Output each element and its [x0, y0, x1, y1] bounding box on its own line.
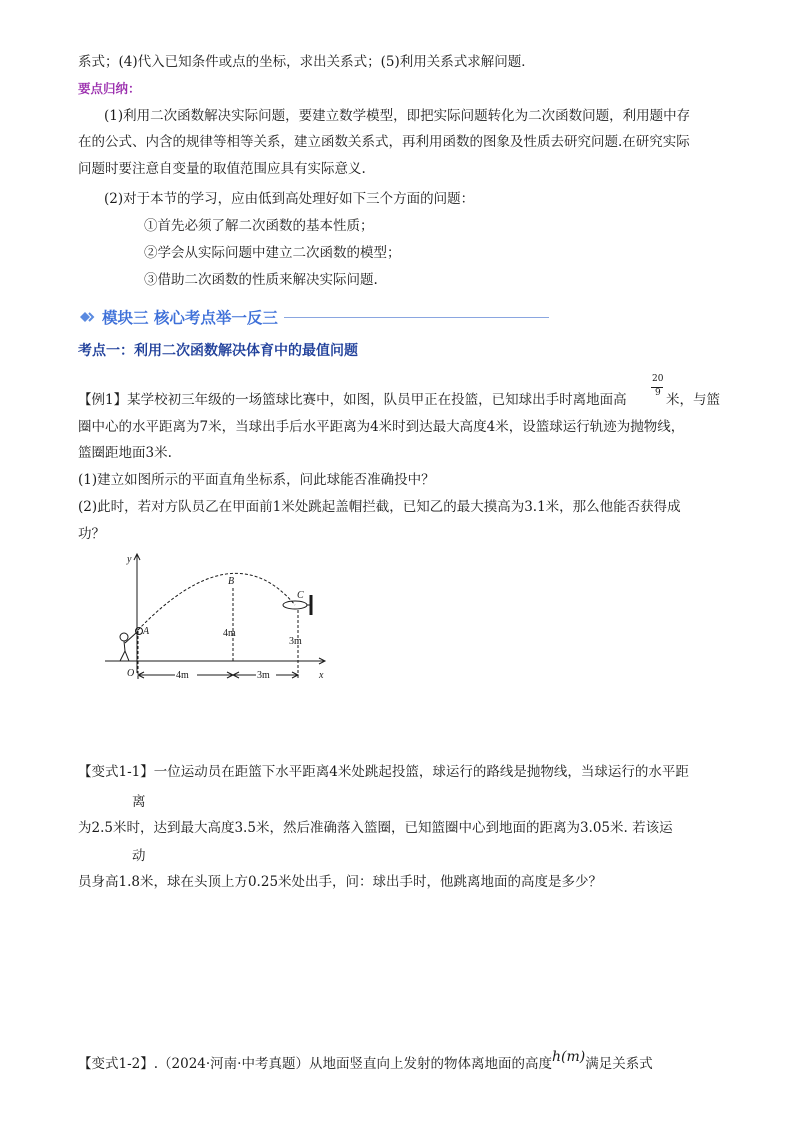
- text-line: ①首先必须了解二次函数的基本性质；: [144, 218, 374, 234]
- text-line: 员身高1.8米，球在头顶上方0.25米处出手，问：球出手时，他跳离地面的高度是多少？: [78, 874, 603, 890]
- variant-1-2: [78, 1049, 653, 1073]
- height-3m-label: 3m: [289, 636, 302, 647]
- text-line: 离: [132, 794, 146, 810]
- text-line: (2)对于本节的学习，应由低到高处理好如下三个方面的问题：: [104, 191, 475, 207]
- diamond-arrow-icon: [78, 310, 98, 324]
- question-2: (2)此时，若对方队员乙在甲面前1米处跳起盖帽拦截，已知乙的最大摸高为3.1米，那么他能否获得成: [78, 499, 681, 515]
- module-title: 模块三 核心考点举一反三: [102, 309, 278, 327]
- variant-1-1: 【变式1-1】一位运动员在距篮下水平距离4米处跳起投篮，球运行的路线是抛物线，当球运行的水平距: [78, 764, 689, 780]
- point-b-label: B: [228, 576, 235, 587]
- point-c-label: C: [297, 590, 304, 601]
- module-heading: [78, 305, 549, 329]
- section-heading: 考点一：利用二次函数解决体育中的最值问题: [78, 343, 358, 359]
- text-line: 米，与篮: [666, 392, 720, 408]
- text-line: 动: [132, 848, 146, 864]
- x-axis-label: x: [319, 670, 324, 681]
- text-line: ③借助二次函数的性质来解决实际问题.: [144, 272, 378, 288]
- text-line: 系式；(4)代入已知条件或点的坐标，求出关系式；(5)利用关系式求解问题．: [78, 54, 535, 70]
- question-2: 功？: [78, 526, 105, 542]
- y-axis-label: y: [127, 554, 132, 565]
- height-variable: h(m): [551, 1049, 586, 1065]
- distance-3m-label: 3m: [257, 670, 270, 681]
- height-4m-label: 4m: [223, 628, 236, 639]
- text-line: 圈中心的水平距离为7米，当球出手后水平距离为4米时到达最大高度4米，设篮球运行轨迹为抛物线，: [78, 419, 685, 435]
- origin-label: O: [127, 668, 135, 679]
- text-line: 篮圈距地面3米.: [78, 445, 172, 461]
- text-line: 问题时要注意自变量的取值范围应具有实际意义.: [78, 161, 366, 177]
- text-line: (1)利用二次函数解决实际问题，要建立数学模型，即把实际问题转化为二次函数问题，利用题中存: [104, 108, 691, 124]
- fraction-denominator: 9: [655, 388, 661, 398]
- text-line: 【例1】某学校初三年级的一场篮球比赛中，如图，队员甲正在投篮，已知球出手时离地面高: [78, 392, 627, 408]
- text-line: 为2.5米时，达到最大高度3.5米，然后准确落入篮圈，已知篮圈中心到地面的距离为3.05米. 若该运: [78, 820, 673, 836]
- fraction-numerator: 20: [652, 374, 664, 384]
- question-1: (1)建立如图所示的平面直角坐标系，问此球能否准确投中？: [78, 472, 435, 488]
- text-line: 在的公式、内含的规律等相等关系，建立函数关系式，再利用函数的图象及性质去研究问题.在研究实际: [78, 134, 690, 150]
- key-points-title: 要点归纳：: [78, 81, 141, 96]
- basketball-figure: [105, 548, 345, 688]
- player-figure: [120, 628, 143, 662]
- variant-1-2-text: 【变式1-2】.（2024·河南·中考真题）从地面竖直向上发射的物体离地面的高度: [78, 1056, 552, 1072]
- module-rule: [284, 317, 549, 318]
- text-line: ②学会从实际问题中建立二次函数的模型；: [144, 245, 401, 261]
- point-a-label: A: [143, 626, 150, 637]
- distance-4m-label: 4m: [176, 670, 189, 681]
- variant-1-2-tail: 满足关系式: [585, 1056, 653, 1072]
